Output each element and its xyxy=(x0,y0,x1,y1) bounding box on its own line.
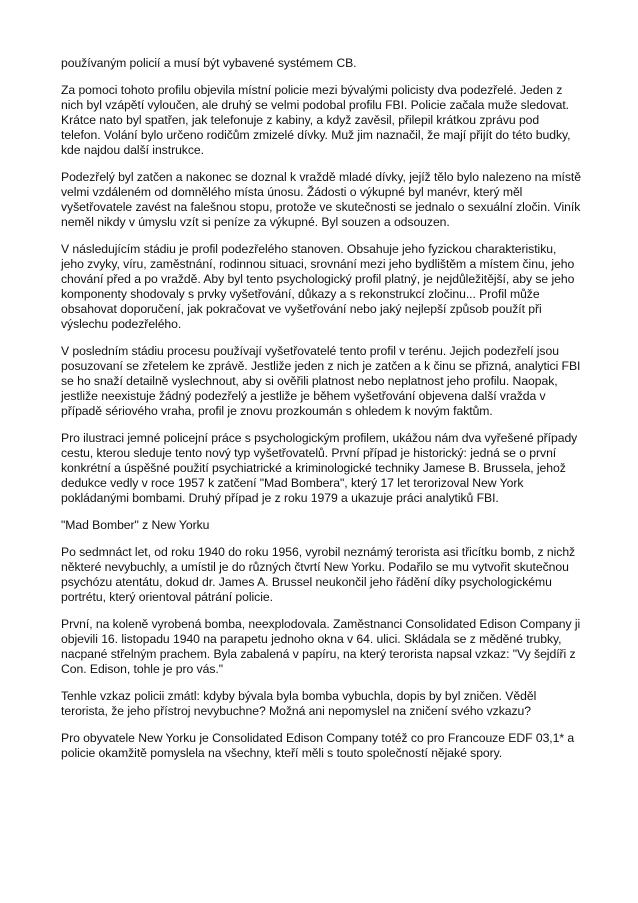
paragraph-illustration: Pro ilustraci jemné policejní práce s psychologickým profilem, ukážou nám dva vyřešené případy cestu, kterou sleduje tento nový typ vyšetřovatelů. První případ je historický: jedná se o první konkrétní a úspěšné použití psychiatrické a kriminologické techniky Jamese B. Brussela, jehož dedukce vedly v roce 1957 k zatčení "Mad Bombera", který 17 let terorizoval New York pokládanými bombami. Druhý případ je z roku 1979 a ukazuje práci analytiků FBI. xyxy=(61,431,578,505)
section-heading-mad-bomber: "Mad Bomber" z New Yorku xyxy=(61,518,210,532)
paragraph-continuation: používaným policií a musí být vybavené systémem CB. xyxy=(61,56,357,70)
paragraph-con-edison: Pro obyvatele New Yorku je Consolidated Edison Company totéž co pro Francouze EDF 03,1* a policie okamžitě pomyslela na všechny, kteří měli s touto společností nějaké spory. xyxy=(61,731,575,760)
paragraph-suspects-identified: Za pomoci tohoto profilu objevila místní policie mezi bývalými policisty dva podezřelé. Jeden z nich byl vzápětí vyloučen, ale druhý se velmi podobal profilu FBI. Policie začala muže sledovat. Krátce nato byl spatřen, jak telefonuje z kabiny, a když zavěsil, přilepil krátkou zprávu pod telefon. Volání bylo určeno rodičům zmizelé dívky. Muž jim naznačil, že mají přijít do této budky, kde najdou další instrukce. xyxy=(61,83,571,157)
paragraph-final-stage: V posledním stádiu procesu používají vyšetřovatelé tento profil v terénu. Jejich podezřelí jsou posuzovaní se zřetelem ke zprávě. Jestliže jeden z nich je zatčen a k činu se přizná, analytici FBI se ho snaží detailně vyslechnout, aby si ověřili platnost nebo neplatnost jeho profilu. Naopak, jestliže neexistuje žádný podezřelý a jestliže je během vyšetřování objevena další vražda v případě sériového vraha, profil je znovu prozkoumán s ohledem k novým faktům. xyxy=(61,344,581,418)
paragraph-seventeen-years: Po sedmnáct let, od roku 1940 do roku 1956, vyrobil neznámý terorista asi třicítku bomb, z nichž některé nevybuchly, a umístil je do různých čtvrtí New Yorku. Podařilo se mu vytvořit skutečnou psychózu atentátu, dokud dr. James A. Brussel neukončil jeho řádění díky psychologickému portrétu, který orientoval pátrání policie. xyxy=(61,545,576,604)
paragraph-message-confusion: Tenhle vzkaz policii zmátl: kdyby bývala byla bomba vybuchla, dopis by byl zničen. Věděl terorista, že jeho přístroj nevybuchne? Možná ani nepomyslel na zničení svého vzkazu? xyxy=(61,689,537,718)
paragraph-profile-stage: V následujícím stádiu je profil podezřelého stanoven. Obsahuje jeho fyzickou charakteristiku, jeho zvyky, víru, zaměstnání, rodinnou situaci, srovnání mezi jeho bydlištěm a místem činu, jeho chování před a po vraždě. Aby byl tento psychologický profil platný, je nejdůležitější, aby se jeho komponenty shodovaly s prvky vyšetřování, důkazy a s rekonstrukcí zločinu... Profil může obsahovat doporučení, jak pokračovat ve vyšetřování nebo jaký nejlepší způsob použít při výslechu podezřelého. xyxy=(61,242,575,331)
paragraph-suspect-arrested: Podezřelý byl zatčen a nakonec se doznal k vraždě mladé dívky, jejíž tělo bylo nalezeno na místě velmi vzdáleném od domnělého místa únosu. Žádosti o výkupné byl manévr, který měl vyšetřovatele zavést na falešnou stopu, protože ve skutečnosti se jednalo o sexuální zločin. Viník neměl nikdy v úmyslu vzít si peníze za výkupné. Byl souzen a odsouzen. xyxy=(61,170,582,229)
paragraph-first-bomb: První, na koleně vyrobená bomba, neexplodovala. Zaměstnanci Consolidated Edison Company ji objevili 16. listopadu 1940 na parapetu jednoho okna v 64. ulici. Skládala se z měděné trubky, nacpané střelným prachem. Byla zabalená v papíru, na který terorista napsal vzkaz: "Vy šejdíři z Con. Edison, tohle je pro vás." xyxy=(61,617,581,676)
document-page xyxy=(61,56,581,773)
